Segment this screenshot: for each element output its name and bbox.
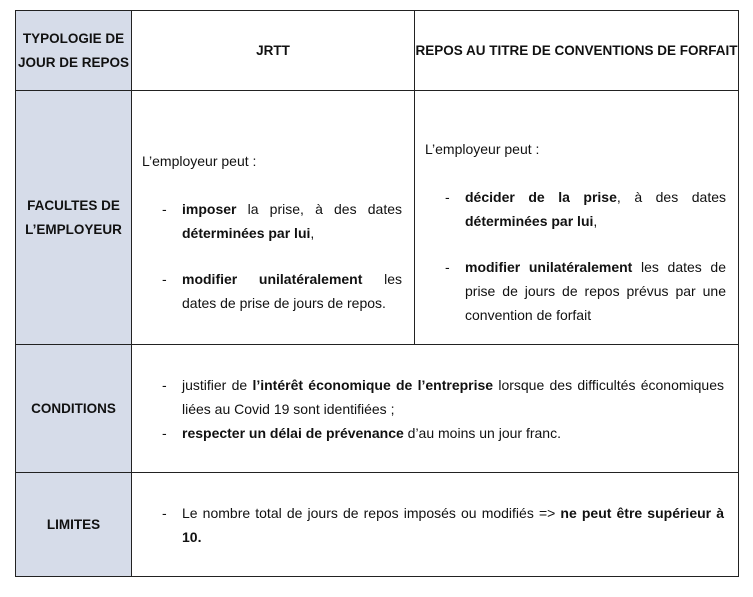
text: d’au moins un jour franc. — [403, 424, 561, 441]
text: justifier de — [182, 376, 253, 393]
bold-text: déterminées par lui — [465, 212, 594, 229]
bold-text: modifier unilatéralement — [182, 270, 363, 287]
limites-list — [132, 501, 738, 549]
bold-text: ne peut être supérieur à 10. — [182, 504, 725, 545]
limites-label: LIMITES — [16, 473, 132, 577]
limites-row — [16, 473, 739, 577]
text: lorsque des difficultés économiques liées au Covid 19 sont identifiées ; — [182, 376, 724, 417]
limites-cell — [132, 473, 739, 577]
list-item — [132, 501, 738, 549]
text: , — [310, 224, 315, 241]
list-item — [132, 373, 738, 421]
bold-text: imposer — [182, 200, 237, 217]
header-row — [16, 11, 739, 91]
text: , — [593, 212, 598, 229]
facultes-jrtt-cell — [132, 91, 415, 345]
list-item — [132, 197, 414, 245]
facultes-jrtt-intro: L’employeur peut : — [142, 152, 257, 169]
bold-text: modifier unilatéralement — [465, 258, 633, 275]
list-item — [415, 255, 738, 327]
facultes-forfait-list — [415, 159, 738, 327]
header-jrtt: JRTT — [132, 11, 415, 91]
bold-text: décider de la prise — [465, 188, 617, 205]
facultes-label: FACULTES DE L’EMPLOYEUR — [16, 91, 132, 345]
facultes-forfait-intro: L’employeur peut : — [425, 140, 540, 157]
header-forfait: REPOS AU TITRE DE CONVENTIONS DE FORFAIT — [415, 11, 739, 91]
list-item — [415, 185, 738, 233]
bold-text: l’intérêt économique de l’entreprise — [252, 376, 494, 393]
text: les dates de prise de jours de repos. — [182, 270, 402, 311]
list-item — [132, 421, 738, 445]
text: , à des dates — [616, 188, 726, 205]
bold-text: déterminées par lui — [182, 224, 311, 241]
text: la prise, à des dates — [236, 200, 402, 217]
repos-table — [15, 10, 739, 577]
conditions-cell — [132, 345, 739, 473]
conditions-row — [16, 345, 739, 473]
conditions-list — [132, 373, 738, 445]
facultes-forfait-cell — [415, 91, 739, 345]
text: les dates de prise de jours de repos prévus par une convention de forfait — [465, 258, 727, 323]
bold-text: respecter un délai de prévenance — [182, 424, 404, 441]
facultes-jrtt-list — [132, 171, 414, 315]
list-item — [132, 267, 414, 315]
header-typologie: TYPOLOGIE DE JOUR DE REPOS — [16, 11, 132, 91]
conditions-label: CONDITIONS — [16, 345, 132, 473]
facultes-row — [16, 91, 739, 345]
text: Le nombre total de jours de repos imposés ou modifiés => — [182, 504, 561, 521]
